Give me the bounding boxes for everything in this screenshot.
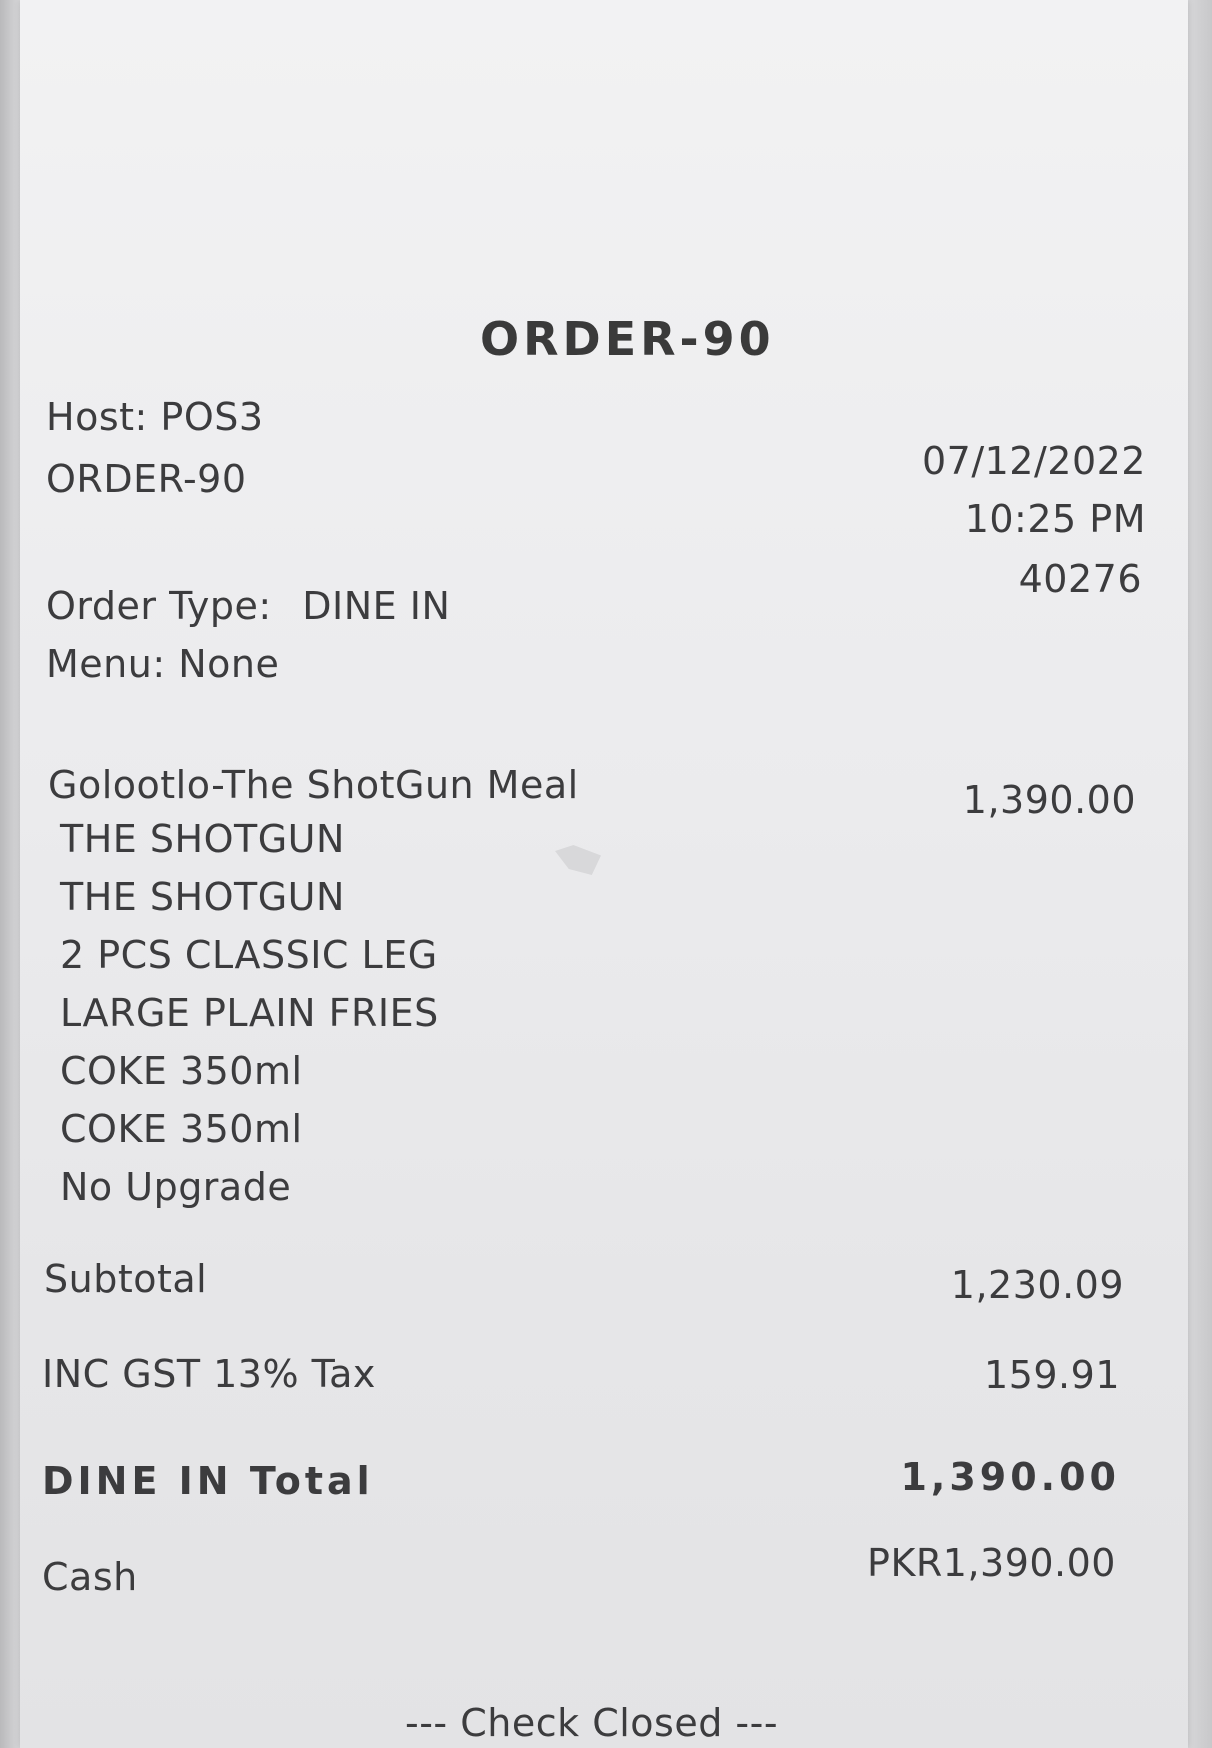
paper-tear [555, 845, 601, 875]
host-label: Host: POS3 [46, 395, 264, 439]
subtotal-label: Subtotal [44, 1257, 208, 1301]
order-type-label: Order Type: [46, 584, 272, 628]
payment-label: Cash [42, 1555, 138, 1599]
total-label: DINE IN Total [42, 1459, 374, 1503]
order-type [46, 584, 451, 628]
check-number: 40276 [1018, 557, 1142, 601]
main-item-name: Golootlo-The ShotGun Meal [48, 763, 579, 807]
check-closed-footer: --- Check Closed --- [405, 1701, 779, 1745]
order-date: 07/12/2022 [921, 439, 1146, 483]
sub-item: COKE 350ml [60, 1049, 303, 1093]
main-item-price: 1,390.00 [962, 778, 1136, 822]
total-value: 1,390.00 [900, 1455, 1120, 1499]
order-id: ORDER-90 [46, 457, 247, 501]
payment-value: PKR1,390.00 [867, 1541, 1116, 1585]
tax-label: INC GST 13% Tax [42, 1352, 376, 1396]
sub-item: THE SHOTGUN [60, 817, 345, 861]
subtotal-value: 1,230.09 [950, 1263, 1124, 1307]
receipt-title: ORDER-90 [480, 312, 775, 366]
menu-label: Menu: None [46, 642, 280, 686]
sub-item: THE SHOTGUN [60, 875, 345, 919]
sub-item: LARGE PLAIN FRIES [60, 991, 439, 1035]
sub-item: COKE 350ml [60, 1107, 303, 1151]
tax-value: 159.91 [984, 1353, 1120, 1397]
order-type-value: DINE IN [302, 584, 451, 628]
sub-item: No Upgrade [60, 1165, 292, 1209]
order-time: 10:25 PM [964, 497, 1146, 541]
sub-item: 2 PCS CLASSIC LEG [60, 933, 438, 977]
